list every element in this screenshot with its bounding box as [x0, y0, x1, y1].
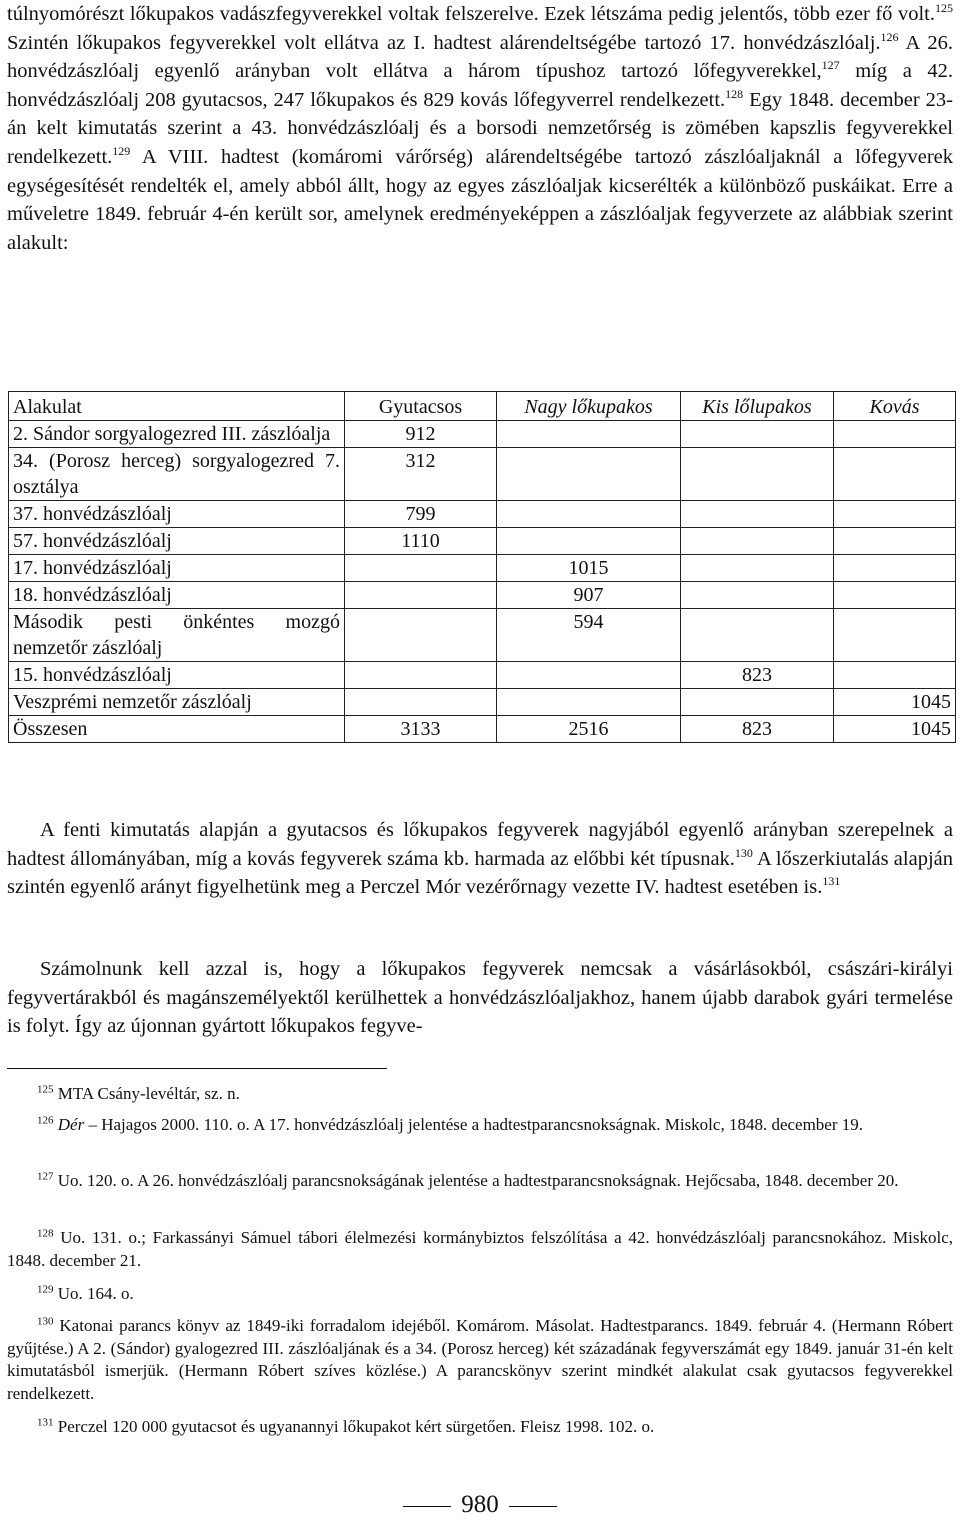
weapons-table	[8, 391, 956, 743]
table-cell	[497, 448, 681, 501]
table-header-cell: Gyutacsos	[345, 392, 497, 421]
footnote-131	[7, 1416, 953, 1439]
table-cell	[834, 582, 956, 609]
footnote-129	[7, 1283, 953, 1306]
table-row	[9, 448, 956, 501]
footnote-text: Uo. 120. o. A 26. honvédzászlóalj parancsnokságának jelentése a hadtestparancsnokságnak. Hejőcsaba, 1848. december 20.	[57, 1171, 899, 1190]
footnote-text: Uo. 164. o.	[57, 1284, 134, 1303]
footnote-125	[7, 1083, 953, 1106]
table-row	[9, 582, 956, 609]
footnote-number: 126	[37, 1114, 54, 1127]
table-cell	[497, 528, 681, 555]
footnote-number: 129	[37, 1283, 54, 1296]
table-cell	[681, 609, 834, 662]
table-cell-unit: Veszprémi nemzetőr zászlóalj	[9, 689, 345, 716]
table-cell: 1045	[834, 689, 956, 716]
footnote-130	[7, 1315, 953, 1405]
table-row	[9, 501, 956, 528]
footnote-divider	[7, 1068, 387, 1069]
table-row	[9, 609, 956, 662]
table-cell	[834, 662, 956, 689]
footnote-number: 125	[37, 1083, 54, 1096]
table-cell	[681, 448, 834, 501]
table-cell: 823	[681, 716, 834, 743]
table-cell	[497, 421, 681, 448]
table-cell	[345, 662, 497, 689]
table-row	[9, 528, 956, 555]
table-cell	[681, 421, 834, 448]
paragraph-text: Szintén lőkupakos fegyverekkel volt ellátva az I. hadtest alárendeltségébe tartozó 17. honvédzászlóalj.	[7, 31, 881, 54]
table-row	[9, 555, 956, 582]
footnote-128	[7, 1227, 953, 1272]
page-number-dash-right	[509, 1506, 557, 1507]
table-cell: 1045	[834, 716, 956, 743]
paragraph-text: A 26. honvédzászlóalj egyenlő arányban volt ellátva a három típushoz tartozó lőfegyverekkel,	[7, 31, 953, 83]
table-cell: 312	[345, 448, 497, 501]
footnote-number: 130	[37, 1315, 54, 1328]
footnote-author: Dér	[57, 1115, 85, 1134]
footnote-text: Perczel 120 000 gyutacsot és ugyanannyi lőkupakot kért sürgetően. Fleisz 1998. 102. o.	[57, 1417, 655, 1436]
table-cell: 907	[497, 582, 681, 609]
table-header-row	[9, 392, 956, 421]
table-cell	[834, 421, 956, 448]
table-cell	[345, 609, 497, 662]
page-number-value: 980	[461, 1491, 499, 1518]
paragraph-text: Egy 1848. december 23-án kelt kimutatás szerint a 43. honvédzászlóalj és a borsodi nemzetőrség is zömében kapszlis fegyverekkel rendelkezett.	[7, 88, 953, 168]
footnote-text: Katonai parancs könyv az 1849-iki forradalom idejéből. Komárom. Másolat. Hadtestparancs. 1849. február 4. (Hermann Róbert gyűjtése.) A 2. (Sándor) gyalogezred III. zászlóaljának és a 34. (Porosz herceg) két századának fegyverszámát egy 1849. január 31-én kelt kimutatásból ismerjük. (Hermann Róbert szíves közlése.) A parancskönyv szerint mindkét alakulat csak gyutacsos fegyverekkel rendelkezett.	[7, 1316, 953, 1403]
footnote-127	[7, 1170, 953, 1193]
table-cell: 2516	[497, 716, 681, 743]
table-row	[9, 662, 956, 689]
table-cell	[681, 689, 834, 716]
table-header-cell: Kovás	[834, 392, 956, 421]
table-cell: 799	[345, 501, 497, 528]
footnote-number: 127	[37, 1170, 54, 1183]
table-cell-unit: 2. Sándor sorgyalogezred III. zászlóalja	[9, 421, 345, 448]
footnote-126	[7, 1114, 953, 1137]
table-cell	[681, 528, 834, 555]
paragraph-text: A lőszerkiutalás alapján szintén egyenlő arányt figyelhetünk meg a Perczel Mór vezérőrnagy vezette IV. hadtest esetében is.	[7, 847, 953, 899]
table-cell-unit: Összesen	[9, 716, 345, 743]
footnote-ref-131[interactable]: 131	[822, 874, 841, 889]
table-cell-unit: 17. honvédzászlóalj	[9, 555, 345, 582]
table-cell	[345, 555, 497, 582]
table-cell-unit: 37. honvédzászlóalj	[9, 501, 345, 528]
footnote-ref-129[interactable]: 129	[112, 144, 131, 159]
table-cell: 1015	[497, 555, 681, 582]
table-cell: 594	[497, 609, 681, 662]
table-cell	[497, 689, 681, 716]
paragraph-text: Számolnunk kell azzal is, hogy a lőkupakos fegyverek nemcsak a vásárlásokból, császári-királyi fegyvertárakból és magánszemélyektől kerülhettek a honvédzászlóaljakhoz, hanem újabb darabok gyári termelése is folyt. Így az újonnan gyártott lőkupakos fegyve-	[7, 958, 953, 1038]
table-row	[9, 421, 956, 448]
paragraph-text: A VIII. hadtest (komáromi várőrség) alárendeltségébe tartozó zászlóaljaknál a lőfegyverek egységesítését rendelték el, amely abból állt, hogy az egyes zászlóaljak kicserélték a különböző puskáikat. Erre a műveletre 1849. február 4-én került sor, amelynek eredményeképpen a zászlóaljak fegyverzete az alábbiak szerint alakult:	[7, 145, 953, 254]
table-cell	[834, 501, 956, 528]
footnote-ref-126[interactable]: 126	[880, 29, 899, 44]
table-cell-unit: 18. honvédzászlóalj	[9, 582, 345, 609]
body-paragraph-1	[7, 0, 953, 257]
table-cell	[834, 448, 956, 501]
table-cell	[497, 501, 681, 528]
table-cell: 823	[681, 662, 834, 689]
footnote-text: – Hajagos 2000. 110. o. A 17. honvédzászlóalj jelentése a hadtestparancsnokságnak. Miskolc, 1848. december 19.	[84, 1115, 864, 1134]
table-header-cell: Nagy lőkupakos	[497, 392, 681, 421]
paragraph-text: A fenti kimutatás alapján a gyutacsos és lőkupakos fegyverek nagyjából egyenlő arányban szerepelnek a hadtest állományában, míg a kovás fegyverek száma kb. harmada az előbbi két típusnak.	[7, 819, 953, 870]
table-cell	[681, 582, 834, 609]
table-cell	[834, 528, 956, 555]
table-total-row	[9, 716, 956, 743]
footnote-number: 128	[37, 1227, 54, 1240]
table-cell	[681, 501, 834, 528]
table-cell	[681, 555, 834, 582]
table-cell-unit: 15. honvédzászlóalj	[9, 662, 345, 689]
page-number	[0, 1490, 960, 1520]
table-row	[9, 689, 956, 716]
table-cell: 3133	[345, 716, 497, 743]
table-cell	[497, 662, 681, 689]
table-cell-unit: Második pesti önkéntes mozgó nemzetőr zászlóalj	[9, 609, 345, 662]
footnote-text: Uo. 131. o.; Farkassányi Sámuel tábori élelmezési kormánybiztos felszólítása a 42. honvédzászlóalj parancsnokához. Miskolc, 1848. december 21.	[7, 1228, 954, 1270]
table-cell	[345, 689, 497, 716]
body-paragraph-2	[7, 816, 953, 902]
table-header-cell: Alakulat	[9, 392, 345, 421]
footnote-ref-128[interactable]: 128	[725, 86, 744, 101]
table-cell	[345, 582, 497, 609]
page-number-dash-left	[403, 1506, 451, 1507]
footnote-number: 131	[37, 1416, 54, 1429]
table-cell: 1110	[345, 528, 497, 555]
table-header-cell: Kis lőlupakos	[681, 392, 834, 421]
paragraph-text: míg a 42. honvédzászlóalj 208 gyutacsos, 247 lőkupakos és 829 kovás lőfegyverrel rendelkezett.	[7, 60, 953, 111]
footnote-text: MTA Csány-levéltár, sz. n.	[57, 1084, 240, 1103]
table-cell	[834, 609, 956, 662]
table-cell	[834, 555, 956, 582]
paragraph-text: túlnyomórészt lőkupakos vadászfegyverekkel voltak felszerelve. Ezek létszáma pedig jelentős, több ezer fő volt.	[7, 3, 935, 25]
body-paragraph-3	[7, 955, 953, 1041]
footnote-ref-130[interactable]: 130	[734, 845, 753, 860]
table-cell: 912	[345, 421, 497, 448]
footnote-ref-127[interactable]: 127	[821, 58, 840, 73]
footnote-ref-125[interactable]: 125	[935, 1, 953, 16]
table-cell-unit: 57. honvédzászlóalj	[9, 528, 345, 555]
table-cell-unit: 34. (Porosz herceg) sorgyalogezred 7. osztálya	[9, 448, 345, 501]
